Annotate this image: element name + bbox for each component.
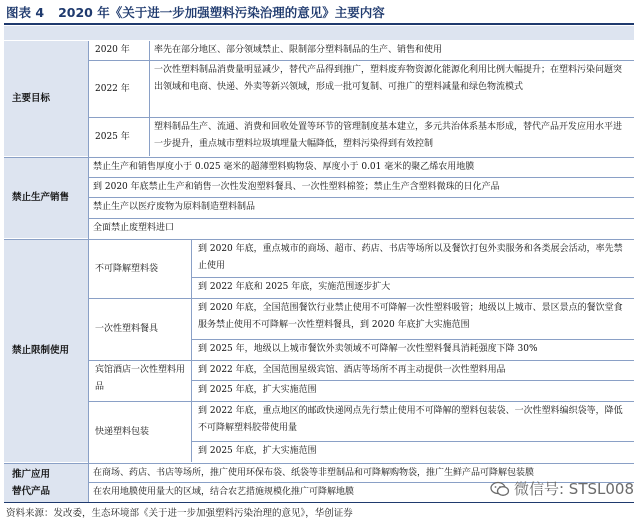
row-divider <box>192 380 634 381</box>
goal-text: 一次性塑料制品消费量明显减少，替代产品得到推广，塑料废弃物资源化能源化利用比例大幅提升；在塑料污染问题突出领域和电商、快递、外卖等新兴领域，形成一批可复制、可推广的塑料减量和绿色物流模式 <box>154 65 623 92</box>
ban-row: 到 2020 年底禁止生产和销售一次性发泡塑料餐具、一次性塑料棉签；禁止生产含塑料微珠的日化产品 <box>93 182 500 192</box>
row-divider <box>89 177 634 178</box>
goal-year: 2020 年 <box>95 45 130 55</box>
header-band <box>4 26 634 40</box>
limit-group-name: 不可降解塑料袋 <box>95 264 159 274</box>
row-divider <box>192 441 634 442</box>
row-divider <box>89 117 634 118</box>
category-promote-line2: 替代产品 <box>12 486 51 497</box>
limit-row: 到 2022 年底，重点地区的邮政快递网点先行禁止使用不可降解的塑料包装袋、一次性塑料编织袋等，降低不可降解塑料胶带使用量 <box>198 406 623 433</box>
table-bottom-rule <box>4 502 634 503</box>
ban-row: 禁止生产以医疗废物为原料制造塑料制品 <box>93 202 256 212</box>
limit-group-name: 一次性塑料餐具 <box>95 324 159 334</box>
goal-year: 2022 年 <box>95 84 130 94</box>
goal-year: 2025 年 <box>95 132 130 142</box>
category-ban: 禁止生产销售 <box>4 158 88 238</box>
table-title <box>6 4 634 22</box>
column-divider <box>88 41 89 502</box>
row-divider <box>89 401 634 402</box>
limit-group-name: 宾馆酒店一次性塑料用品 <box>95 365 186 392</box>
source-note: 资料来源：发改委，生态环境部《关于进一步加强塑料污染治理的意见》，华创证券 <box>6 508 353 519</box>
limit-row: 到 2020 年底，全国范围餐饮行业禁止使用不可降解一次性塑料吸管；地级以上城市、景区景点的餐饮堂食服务禁止使用不可降解一次性塑料餐具，到 2020 年底扩大实施范围 <box>198 303 623 330</box>
goal-text: 率先在部分地区、部分领域禁止、限制部分塑料制品的生产、销售和使用 <box>154 45 443 55</box>
limit-row: 到 2025 年底，扩大实施范围 <box>198 385 317 395</box>
wechat-icon <box>490 481 510 497</box>
row-divider <box>192 339 634 340</box>
limit-group-name: 快递塑料包装 <box>95 427 150 437</box>
limit-row: 到 2022 年底和 2025 年底，实施范围逐步扩大 <box>198 282 391 292</box>
row-divider <box>89 197 634 198</box>
title-rule <box>4 23 634 25</box>
column-divider <box>149 41 150 156</box>
ban-row: 全面禁止废塑料进口 <box>93 223 175 233</box>
watermark <box>490 478 634 499</box>
category-promote <box>4 464 88 502</box>
title-text: 2020 年《关于进一步加强塑料污染治理的意见》主要内容 <box>58 5 385 20</box>
limit-row: 到 2025 年底，扩大实施范围 <box>198 446 317 456</box>
promote-row: 在农用地膜使用量大的区域，结合农艺措施规模化推广可降解地膜 <box>93 487 355 497</box>
row-divider <box>89 60 634 61</box>
row-divider <box>89 218 634 219</box>
row-divider <box>89 298 634 299</box>
category-promote-line1: 推广应用 <box>12 469 51 480</box>
section-divider <box>4 239 634 240</box>
column-divider <box>191 240 192 462</box>
category-goals: 主要目标 <box>4 41 88 156</box>
row-divider <box>89 360 634 361</box>
figure-number: 图表 4 <box>6 5 45 20</box>
goal-text: 塑料制品生产、流通、消费和回收处置等环节的管理制度基本建立，多元共治体系基本形成，替代产品开发应用水平进一步提升，重点城市塑料垃圾填埋量大幅降低，塑料污染得到有效控制 <box>154 122 623 149</box>
category-limit: 禁止限制使用 <box>4 240 88 462</box>
section-divider <box>4 463 634 464</box>
limit-row: 到 2020 年底，重点城市的商场、超市、药店、书店等场所以及餐饮打包外卖服务和各类展会活动，率先禁止使用 <box>198 244 623 271</box>
ban-row: 禁止生产和销售厚度小于 0.025 毫米的超薄塑料购物袋、厚度小于 0.01 毫米的聚乙烯农用地膜 <box>93 162 475 172</box>
section-divider <box>4 157 634 158</box>
limit-row: 到 2022 年底，全国范围星级宾馆、酒店等场所不再主动提供一次性塑料用品 <box>198 365 506 375</box>
promote-row: 在商场、药店、书店等场所，推广使用环保布袋、纸袋等非塑制品和可降解购物袋，推广生鲜产品可降解包装膜 <box>93 468 535 478</box>
limit-row: 到 2025 年，地级以上城市餐饮外卖领域不可降解一次性塑料餐具消耗强度下降 30% <box>198 344 538 354</box>
watermark-text: 微信号: STSL008 <box>513 480 634 498</box>
row-divider <box>192 277 634 278</box>
